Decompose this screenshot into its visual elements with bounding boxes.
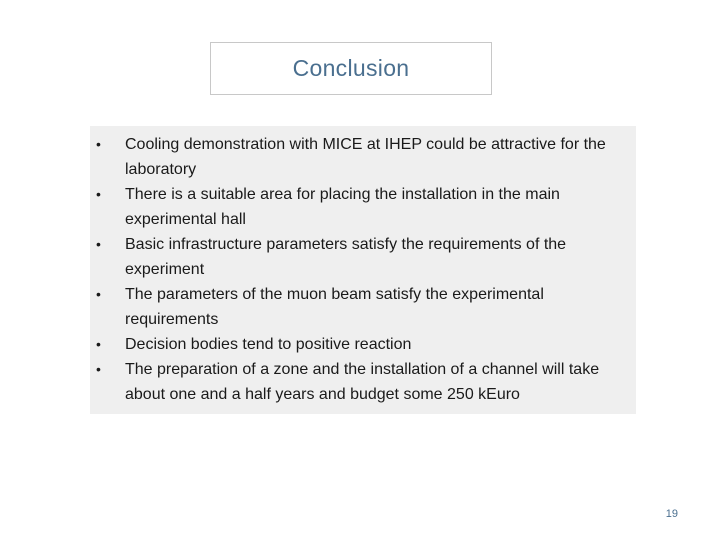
bullet-dot-icon: • xyxy=(96,186,101,202)
bullet-text: The parameters of the muon beam satisfy the experimental requirements xyxy=(125,286,544,328)
bullet-item xyxy=(90,132,626,182)
bullet-text: The preparation of a zone and the installation of a channel will take about one and a half years and budget some 250 kEuro xyxy=(125,361,600,403)
bullet-item xyxy=(90,357,626,407)
bullet-text: Basic infrastructure parameters satisfy the requirements of the experiment xyxy=(125,236,567,278)
bullet-dot-icon: • xyxy=(96,136,101,152)
slide-title: Conclusion xyxy=(292,55,410,81)
bullet-dot-icon: • xyxy=(96,286,101,302)
bullet-list xyxy=(90,132,626,407)
page-number: 19 xyxy=(665,508,678,520)
bullet-item xyxy=(90,232,626,282)
bullet-dot-icon: • xyxy=(96,361,101,377)
bullet-item xyxy=(90,282,626,332)
bullet-item xyxy=(90,182,626,232)
bullet-dot-icon: • xyxy=(96,236,101,252)
slide-title-box xyxy=(210,42,492,95)
bullet-dot-icon: • xyxy=(96,336,101,352)
bullet-text: There is a suitable area for placing the installation in the main experimental hall xyxy=(125,186,560,228)
bullet-text: Decision bodies tend to positive reaction xyxy=(125,336,412,353)
bullet-text: Cooling demonstration with MICE at IHEP could be attractive for the laboratory xyxy=(125,136,606,178)
content-box xyxy=(90,126,636,414)
bullet-item xyxy=(90,332,626,357)
